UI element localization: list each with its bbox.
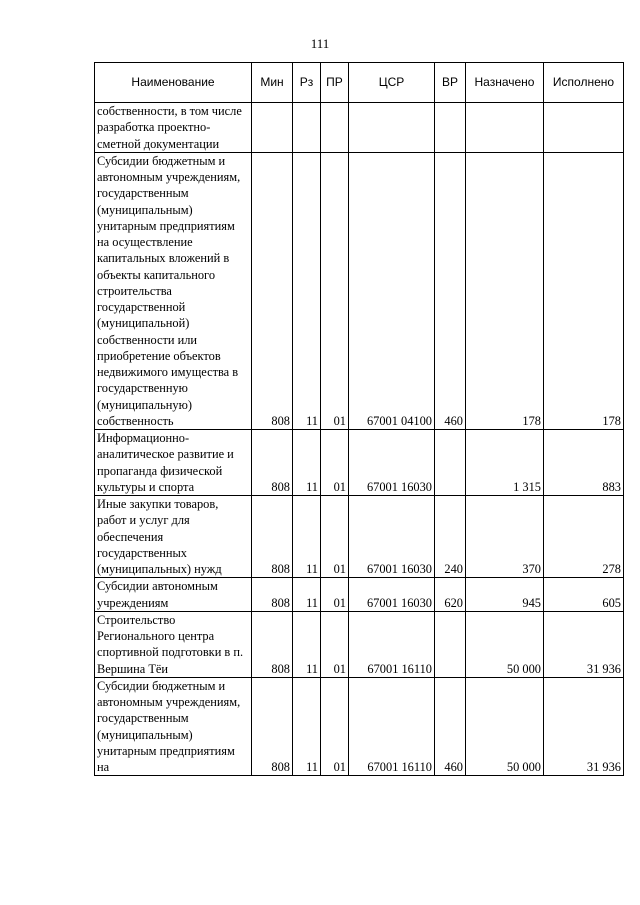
- cell-min: 808: [252, 578, 293, 612]
- cell-ispolneno: 883: [544, 430, 624, 496]
- cell-name: Субсидии бюджетным и автономным учреждениям, государственным (муниципальным) унитарным предприятиям на осуществление капитальных вложений в объекты капитального строительства государственной (муниципальной) собственности или приобретение объектов недвижимого имущества в государственную (муниципальную) собственность: [95, 152, 252, 429]
- cell-min: 808: [252, 152, 293, 429]
- cell-pr: 01: [321, 677, 349, 776]
- cell-csr: 67001 16030: [349, 496, 435, 578]
- cell-pr: 01: [321, 430, 349, 496]
- header-pr: ПР: [321, 63, 349, 103]
- cell-naznacheno: 50 000: [466, 677, 544, 776]
- cell-min: [252, 103, 293, 153]
- cell-vr: [435, 611, 466, 677]
- table-body: [95, 103, 624, 776]
- cell-pr: 01: [321, 496, 349, 578]
- cell-rz: 11: [293, 152, 321, 429]
- cell-ispolneno: 605: [544, 578, 624, 612]
- cell-pr: 01: [321, 152, 349, 429]
- table-row: [95, 152, 624, 429]
- cell-csr: 67001 16110: [349, 677, 435, 776]
- cell-min: 808: [252, 496, 293, 578]
- header-min: Мин: [252, 63, 293, 103]
- table-row: [95, 496, 624, 578]
- header-name: Наименование: [95, 63, 252, 103]
- table-row: [95, 578, 624, 612]
- cell-naznacheno: 945: [466, 578, 544, 612]
- header-ispolneno: Исполнено: [544, 63, 624, 103]
- header-vr: ВР: [435, 63, 466, 103]
- table-row: [95, 103, 624, 153]
- table-header: [95, 63, 624, 103]
- cell-csr: 67001 16110: [349, 611, 435, 677]
- budget-table: [94, 62, 624, 776]
- table-row: [95, 430, 624, 496]
- cell-naznacheno: [466, 103, 544, 153]
- cell-ispolneno: 31 936: [544, 611, 624, 677]
- header-naznacheno: Назначено: [466, 63, 544, 103]
- cell-csr: 67001 16030: [349, 430, 435, 496]
- cell-rz: [293, 103, 321, 153]
- cell-csr: 67001 16030: [349, 578, 435, 612]
- cell-rz: 11: [293, 611, 321, 677]
- cell-vr: [435, 103, 466, 153]
- page-number: 111: [310, 36, 330, 51]
- cell-vr: 240: [435, 496, 466, 578]
- cell-name: Информационно-аналитическое развитие и пропаганда физической культуры и спорта: [95, 430, 252, 496]
- cell-pr: 01: [321, 578, 349, 612]
- cell-naznacheno: 178: [466, 152, 544, 429]
- cell-naznacheno: 50 000: [466, 611, 544, 677]
- cell-rz: 11: [293, 578, 321, 612]
- cell-rz: 11: [293, 430, 321, 496]
- cell-csr: [349, 103, 435, 153]
- cell-name: Субсидии бюджетным и автономным учреждениям, государственным (муниципальным) унитарным предприятиям на: [95, 677, 252, 776]
- cell-rz: 11: [293, 677, 321, 776]
- cell-naznacheno: 370: [466, 496, 544, 578]
- cell-vr: 460: [435, 677, 466, 776]
- table-row: [95, 677, 624, 776]
- cell-ispolneno: 178: [544, 152, 624, 429]
- cell-vr: 620: [435, 578, 466, 612]
- header-csr: ЦСР: [349, 63, 435, 103]
- cell-ispolneno: 278: [544, 496, 624, 578]
- header-rz: Рз: [293, 63, 321, 103]
- cell-min: 808: [252, 611, 293, 677]
- cell-ispolneno: 31 936: [544, 677, 624, 776]
- cell-naznacheno: 1 315: [466, 430, 544, 496]
- cell-vr: 460: [435, 152, 466, 429]
- table-row: [95, 611, 624, 677]
- cell-csr: 67001 04100: [349, 152, 435, 429]
- cell-rz: 11: [293, 496, 321, 578]
- cell-ispolneno: [544, 103, 624, 153]
- cell-pr: 01: [321, 611, 349, 677]
- cell-min: 808: [252, 430, 293, 496]
- cell-vr: [435, 430, 466, 496]
- cell-name: Иные закупки товаров, работ и услуг для обеспечения государственных (муниципальных) нужд: [95, 496, 252, 578]
- cell-name: Строительство Регионального центра спортивной подготовки в п. Вершина Тёи: [95, 611, 252, 677]
- cell-name: собственности, в том числе разработка проектно-сметной документации: [95, 103, 252, 153]
- cell-name: Субсидии автономным учреждениям: [95, 578, 252, 612]
- cell-pr: [321, 103, 349, 153]
- cell-min: 808: [252, 677, 293, 776]
- header-row: [95, 63, 624, 103]
